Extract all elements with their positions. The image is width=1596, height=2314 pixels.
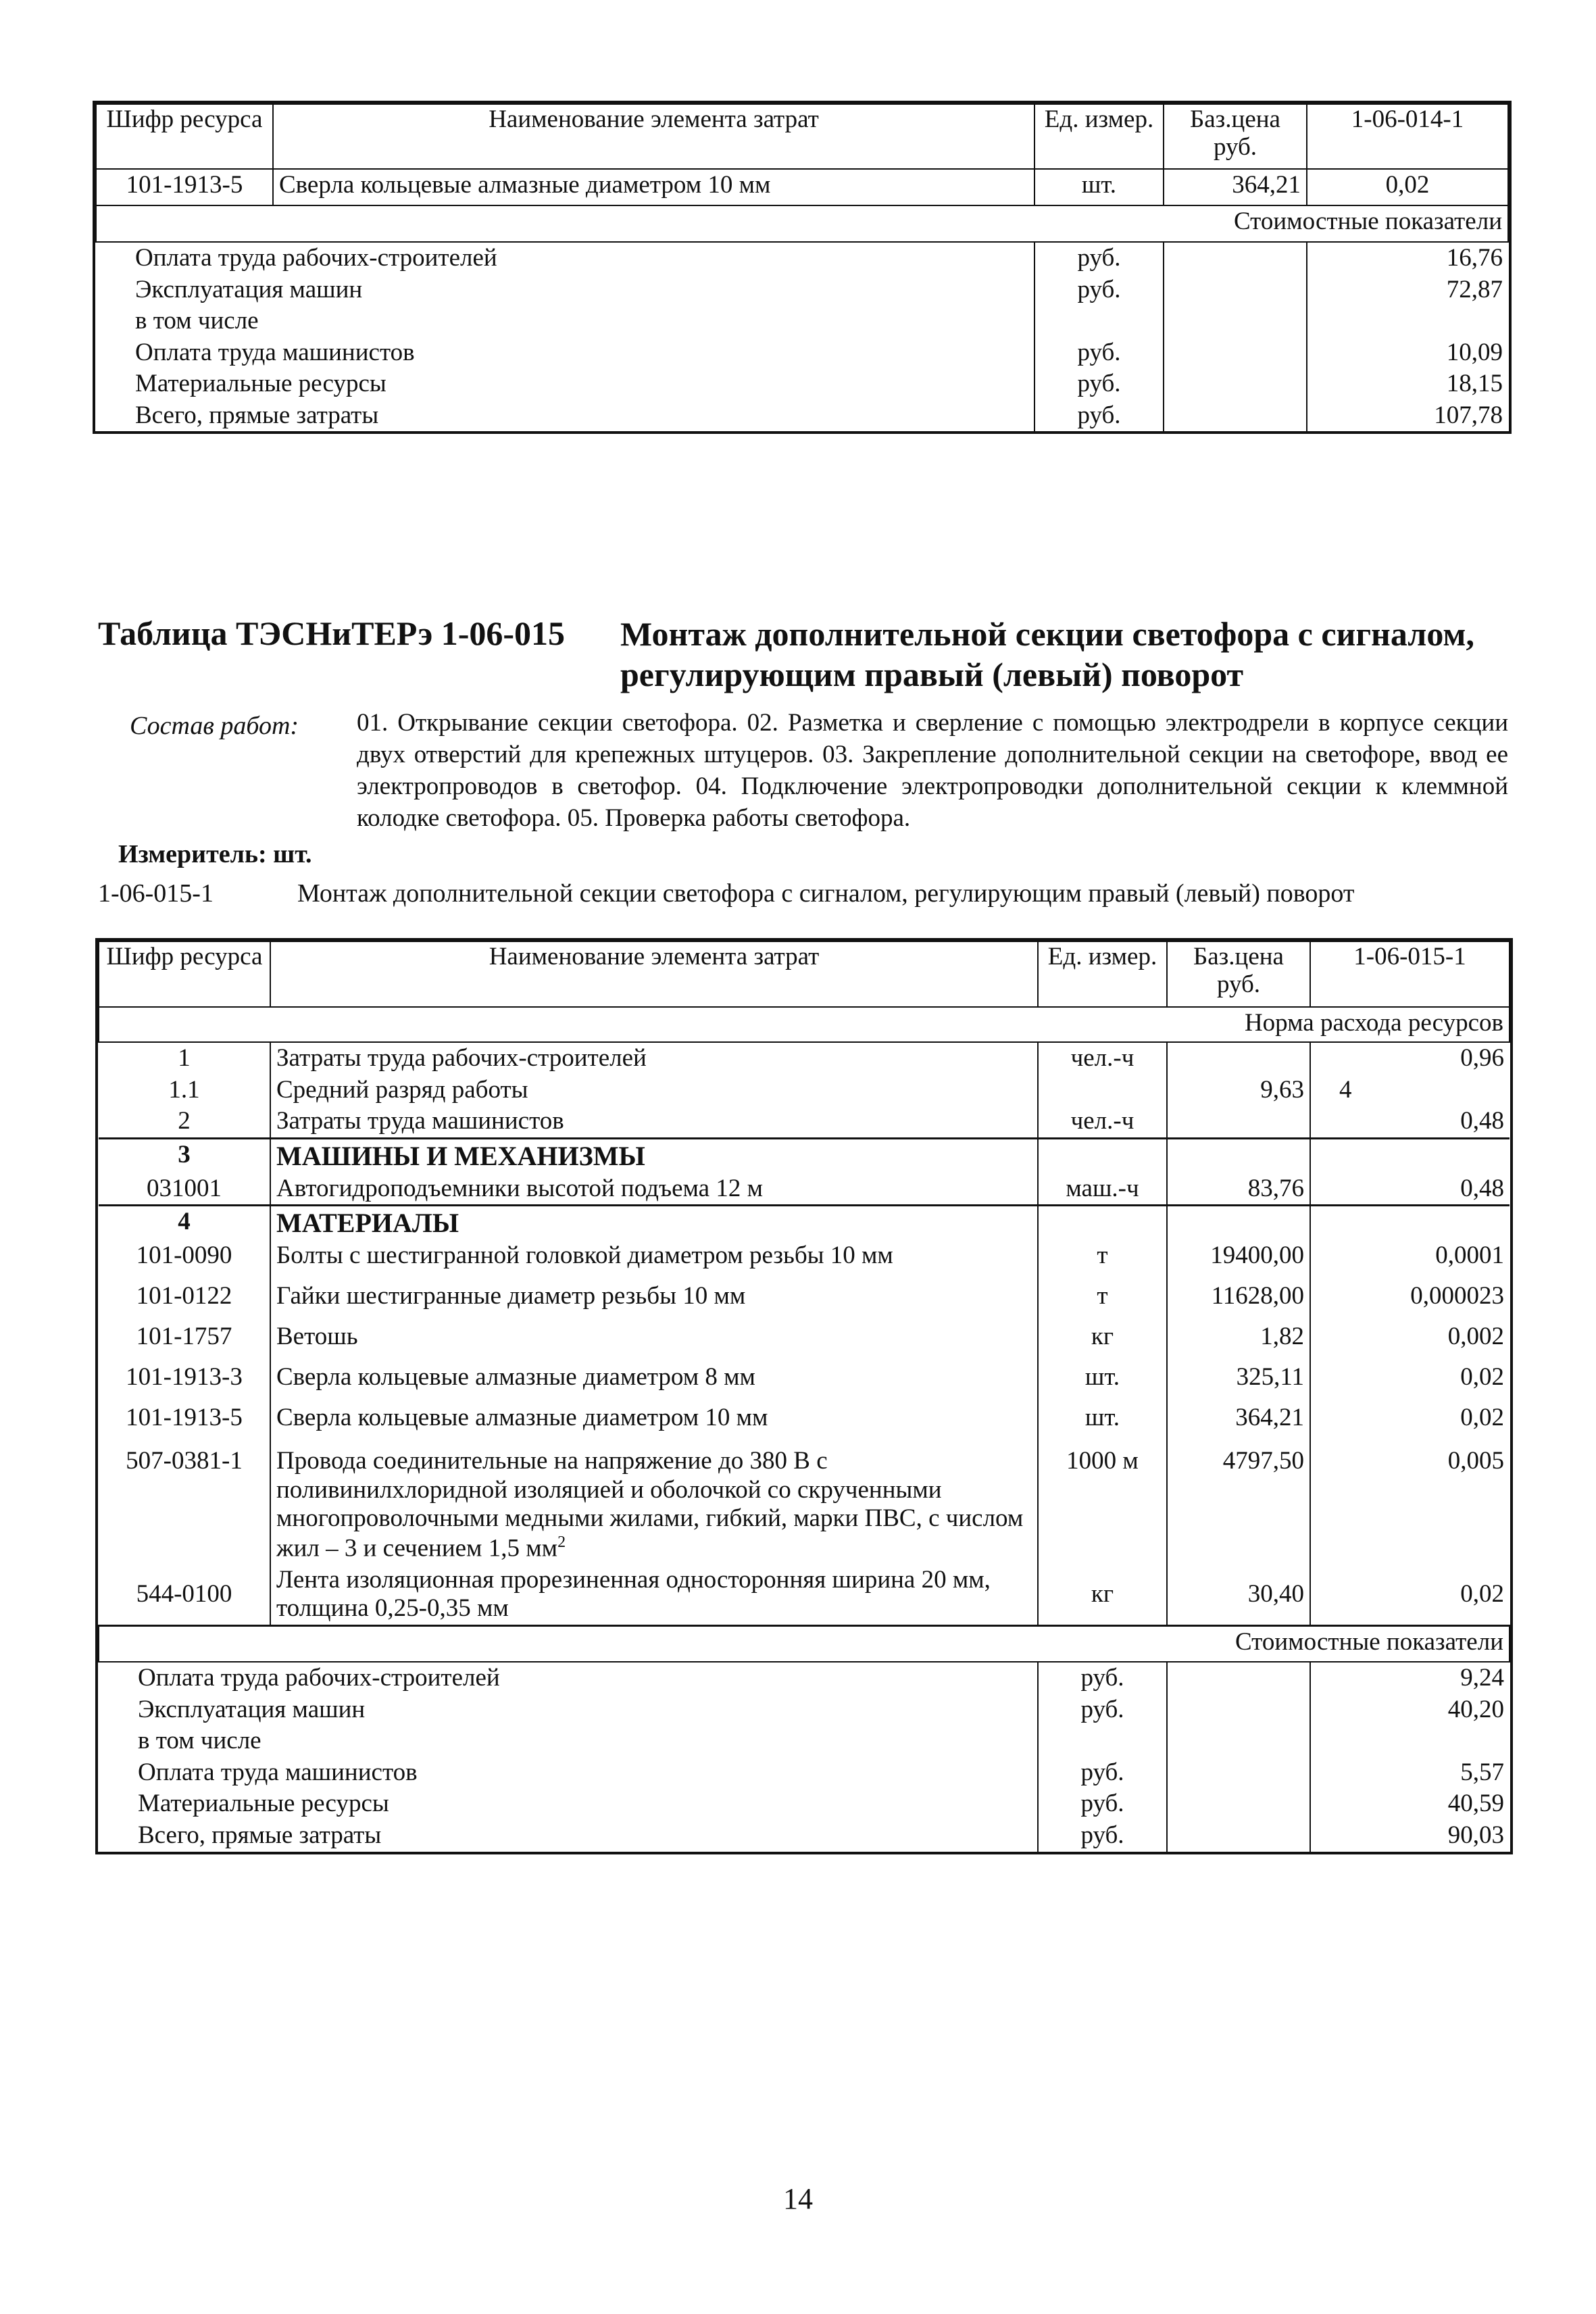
- cost-name: Эксплуатация машин: [138, 1695, 366, 1723]
- row-value: 4: [1310, 1075, 1510, 1106]
- row-price: 30,40: [1167, 1565, 1310, 1626]
- row-value: 0,48: [1310, 1173, 1510, 1206]
- cost-row: [96, 242, 1508, 274]
- cost-label: Стоимостные показатели: [96, 205, 1508, 242]
- section-title: Монтаж дополнительной секции светофора с сигналом, регулирующим правый (левый) поворот: [620, 615, 1474, 693]
- cost-row: [96, 305, 1508, 337]
- row-value: 0,02: [1310, 1402, 1510, 1443]
- table-row: [99, 1402, 1510, 1443]
- row-code: 1.1: [168, 1075, 200, 1104]
- cost-value: 72,87: [1307, 274, 1508, 306]
- row-name: [270, 1443, 1038, 1565]
- cost-row: [99, 1662, 1510, 1694]
- row-value: 0,005: [1310, 1443, 1510, 1565]
- row-code: 507-0381-1: [126, 1447, 243, 1475]
- row-value: 0,02: [1307, 169, 1508, 205]
- row-unit: чел.-ч: [1038, 1106, 1167, 1138]
- row-price: [1167, 1106, 1310, 1138]
- header-norm-code: 1-06-015-1: [1310, 941, 1510, 1007]
- cost-value: 16,76: [1307, 242, 1508, 274]
- row-name: Сверла кольцевые алмазные диаметром 10 мм: [273, 169, 1034, 205]
- row-name: Затраты труда машинистов: [270, 1106, 1038, 1138]
- row-price: 19400,00: [1167, 1240, 1310, 1281]
- materials-section-row: [99, 1206, 1510, 1241]
- cost-unit: руб.: [1034, 368, 1164, 400]
- table-row: [99, 1443, 1510, 1565]
- row-unit: [1038, 1075, 1167, 1106]
- row-name: Гайки шестигранные диаметр резьбы 10 мм: [270, 1281, 1038, 1321]
- cost-name: Эксплуатация машин: [135, 275, 363, 303]
- machines-section-row: [99, 1138, 1510, 1173]
- cost-name: Материальные ресурсы: [135, 370, 386, 398]
- cost-name: в том числе: [135, 307, 259, 335]
- cost-name: Оплата труда машинистов: [135, 338, 415, 366]
- header-price: Баз.цена руб.: [1164, 104, 1307, 169]
- cost-row: [99, 1757, 1510, 1789]
- cost-value: 107,78: [1307, 400, 1508, 432]
- header-price: Баз.цена руб.: [1167, 941, 1310, 1007]
- row-value: 0,002: [1310, 1321, 1510, 1362]
- measure-unit: Измеритель: шт.: [118, 840, 312, 868]
- row-unit: 1000 м: [1038, 1443, 1167, 1565]
- norm-label-row: [99, 1007, 1510, 1042]
- header-name: Наименование элемента затрат: [270, 941, 1038, 1007]
- row-code: 2: [99, 1106, 270, 1138]
- cost-row: [96, 400, 1508, 432]
- row-unit: кг: [1038, 1565, 1167, 1626]
- cost-row: [96, 274, 1508, 306]
- row-price: 364,21: [1167, 1402, 1310, 1443]
- cost-value: 10,09: [1307, 337, 1508, 369]
- cost-name: Материальные ресурсы: [138, 1790, 389, 1818]
- table-row: [99, 1281, 1510, 1321]
- section-title: МАТЕРИАЛЫ: [270, 1206, 1038, 1241]
- row-name: Ветошь: [270, 1321, 1038, 1362]
- cost-unit: руб.: [1038, 1757, 1167, 1789]
- table-header-row: [99, 941, 1510, 1007]
- row-unit: кг: [1038, 1321, 1167, 1362]
- cost-name: Оплата труда машинистов: [138, 1758, 418, 1786]
- section-code: 3: [178, 1140, 191, 1168]
- header-name: Наименование элемента затрат: [273, 104, 1034, 169]
- cost-name: Оплата труда рабочих-строителей: [138, 1664, 500, 1692]
- norm-code: 1-06-015-1: [98, 879, 214, 908]
- table-row: [99, 1075, 1510, 1106]
- table-row: [99, 1240, 1510, 1281]
- page-number: 14: [783, 2182, 813, 2215]
- cost-unit: руб.: [1038, 1788, 1167, 1820]
- row-name: Сверла кольцевые алмазные диаметром 8 мм: [270, 1362, 1038, 1402]
- cost-value: 40,59: [1310, 1788, 1510, 1820]
- section-title: МАШИНЫ И МЕХАНИЗМЫ: [270, 1138, 1038, 1173]
- cost-unit: руб.: [1034, 242, 1164, 274]
- cost-name: в том числе: [138, 1727, 261, 1755]
- row-unit: шт.: [1038, 1362, 1167, 1402]
- table-row: [99, 1173, 1510, 1206]
- table-header-row: [96, 104, 1508, 169]
- cost-row: [99, 1820, 1510, 1852]
- row-code: 101-1913-3: [126, 1363, 243, 1392]
- cost-name: Всего, прямые затраты: [135, 401, 379, 429]
- row-code: 101-1913-5: [126, 1404, 243, 1432]
- row-name: Автогидроподъемники высотой подъема 12 м: [270, 1173, 1038, 1206]
- cost-value: 9,24: [1310, 1662, 1510, 1694]
- row-price: 364,21: [1164, 169, 1307, 205]
- row-code: 031001: [99, 1173, 270, 1206]
- cost-label: Стоимостные показатели: [99, 1625, 1510, 1662]
- row-name: Средний разряд работы: [270, 1075, 1038, 1106]
- cost-value: 90,03: [1310, 1820, 1510, 1852]
- row-value: 0,000023: [1310, 1281, 1510, 1321]
- sostav-label: Состав работ:: [130, 712, 299, 740]
- wire-name-sup: 2: [557, 1533, 566, 1551]
- cost-name: Оплата труда рабочих-строителей: [135, 244, 497, 272]
- wire-name-text: Провода соединительные на напряжение до 380 В с поливинилхлоридной изоляцией и оболочкой со скрученными многопроволочными медными жилами, гибкий, марки ПВС, с числом жил – 3 и сечением 1,5 мм: [276, 1447, 1024, 1562]
- row-unit: чел.-ч: [1038, 1042, 1167, 1075]
- cost-unit: руб.: [1038, 1662, 1167, 1694]
- norm-name: Монтаж дополнительной секции светофора с сигналом, регулирующим правый (левый) поворот: [297, 879, 1355, 908]
- table-row: [99, 1042, 1510, 1075]
- row-code: 544-0100: [136, 1579, 232, 1608]
- cost-name: Всего, прямые затраты: [138, 1821, 382, 1850]
- cost-unit: руб.: [1034, 337, 1164, 369]
- header-norm-code: 1-06-014-1: [1307, 104, 1508, 169]
- row-value: 0,02: [1310, 1565, 1510, 1626]
- row-name: Лента изоляционная прорезиненная односторонняя ширина 20 мм, толщина 0,25-0,35 мм: [270, 1565, 1038, 1626]
- row-unit: маш.-ч: [1038, 1173, 1167, 1206]
- row-code: 101-1757: [136, 1323, 232, 1351]
- row-code: 101-1913-5: [96, 169, 273, 205]
- table-row: [99, 1565, 1510, 1626]
- cost-row: [99, 1694, 1510, 1726]
- cost-label-row: [96, 205, 1508, 242]
- cost-value: 18,15: [1307, 368, 1508, 400]
- header-unit: Ед. измер.: [1034, 104, 1164, 169]
- norm-label: Норма расхода ресурсов: [99, 1007, 1510, 1042]
- cost-value: 5,57: [1310, 1757, 1510, 1789]
- row-name: Сверла кольцевые алмазные диаметром 10 мм: [270, 1402, 1038, 1443]
- row-code: 101-0090: [136, 1241, 232, 1270]
- cost-label-row: [99, 1625, 1510, 1662]
- cost-unit: руб.: [1038, 1694, 1167, 1726]
- cost-row: [99, 1788, 1510, 1820]
- row-name: Болты с шестигранной головкой диаметром резьбы 10 мм: [270, 1240, 1038, 1281]
- row-code: 101-0122: [136, 1282, 232, 1310]
- row-value: 0,02: [1310, 1362, 1510, 1402]
- row-price: 83,76: [1167, 1173, 1310, 1206]
- header-code: Шифр ресурса: [99, 941, 270, 1007]
- row-unit: шт.: [1038, 1402, 1167, 1443]
- cost-row: [99, 1725, 1510, 1757]
- table-row: [99, 1321, 1510, 1362]
- row-price: 325,11: [1167, 1362, 1310, 1402]
- table-1-06-014: [95, 103, 1509, 431]
- cost-unit: руб.: [1034, 274, 1164, 306]
- row-price: [1167, 1042, 1310, 1075]
- row-price: 4797,50: [1167, 1443, 1310, 1565]
- cost-value: 40,20: [1310, 1694, 1510, 1726]
- row-value: 0,0001: [1310, 1240, 1510, 1281]
- table-row: [99, 1106, 1510, 1138]
- row-price: 9,63: [1167, 1075, 1310, 1106]
- table-row: [96, 169, 1508, 205]
- row-unit: т: [1038, 1281, 1167, 1321]
- row-value: 0,96: [1310, 1042, 1510, 1075]
- section-code: 4: [178, 1208, 191, 1236]
- row-unit: шт.: [1034, 169, 1164, 205]
- row-name: Затраты труда рабочих-строителей: [270, 1042, 1038, 1075]
- row-code: 1: [178, 1044, 191, 1072]
- sostav-text: 01. Открывание секции светофора. 02. Разметка и сверление с помощью электродрели в корпусе секции двух отверстий для крепежных штуцеров. 03. Закрепление дополнительной секции на светофоре, ввод ее электропроводов в светофор. 04. Подключение электропроводки дополнительной секции к клеммной колодке светофора. 05. Проверка работы светофора.: [357, 709, 1508, 832]
- header-code: Шифр ресурса: [96, 104, 273, 169]
- table-row: [99, 1362, 1510, 1402]
- row-price: 11628,00: [1167, 1281, 1310, 1321]
- row-value: 0,48: [1310, 1106, 1510, 1138]
- cost-row: [96, 368, 1508, 400]
- header-unit: Ед. измер.: [1038, 941, 1167, 1007]
- row-price: 1,82: [1167, 1321, 1310, 1362]
- table-1-06-015: [98, 941, 1510, 1852]
- cost-unit: руб.: [1038, 1820, 1167, 1852]
- row-unit: т: [1038, 1240, 1167, 1281]
- table-label: Таблица ТЭСНиТЕРэ 1-06-015: [98, 614, 565, 652]
- cost-row: [96, 337, 1508, 369]
- cost-unit: руб.: [1034, 400, 1164, 432]
